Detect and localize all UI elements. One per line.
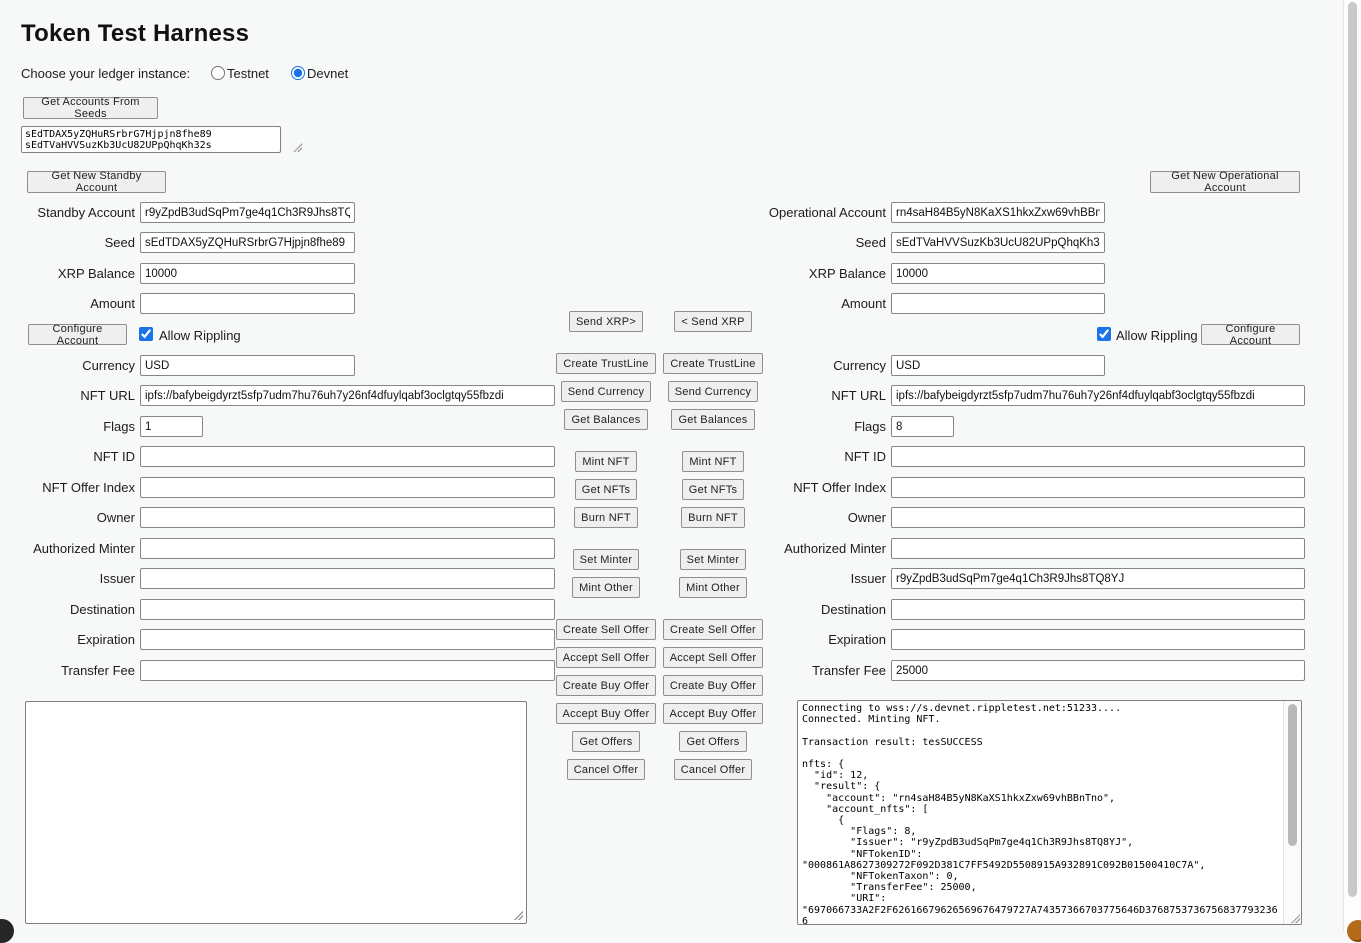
- operational-results-area: [797, 700, 1302, 925]
- operational-create-sell-offer-button[interactable]: Create Sell Offer: [663, 619, 763, 640]
- operational-destination-input[interactable]: [891, 599, 1305, 620]
- standby-nft-url-input[interactable]: [140, 385, 555, 406]
- standby-results-textarea[interactable]: [25, 701, 527, 924]
- standby-accept-sell-offer-button[interactable]: Accept Sell Offer: [556, 647, 657, 668]
- standby-seed-input[interactable]: [140, 232, 355, 253]
- operational-results-resize-handle[interactable]: [1290, 913, 1300, 923]
- standby-mint-other-button[interactable]: Mint Other: [572, 577, 640, 598]
- standby-transfer-fee-label: Transfer Fee: [61, 663, 135, 678]
- operational-get-balances-button[interactable]: Get Balances: [671, 409, 754, 430]
- standby-create-sell-offer-button[interactable]: Create Sell Offer: [556, 619, 656, 640]
- operational-seed-label: Seed: [855, 235, 886, 250]
- operational-destination-label: Destination: [820, 602, 886, 617]
- operational-send-xrp-button[interactable]: < Send XRP: [674, 311, 751, 332]
- operational-cancel-offer-button[interactable]: Cancel Offer: [674, 759, 753, 780]
- operational-seed-row: [751, 232, 1105, 253]
- standby-destination-input[interactable]: [140, 599, 555, 620]
- operational-results-textarea[interactable]: [797, 700, 1302, 925]
- operational-authorized-minter-label: Authorized Minter: [784, 541, 886, 556]
- standby-flags-row: [0, 416, 203, 437]
- standby-nft-url-row: [0, 385, 555, 406]
- operational-get-offers-button[interactable]: Get Offers: [679, 731, 746, 752]
- operational-nft-url-input[interactable]: [891, 385, 1305, 406]
- standby-cancel-offer-button[interactable]: Cancel Offer: [567, 759, 646, 780]
- bottom-left-corner-artifact: [0, 919, 14, 943]
- operational-expiration-label: Expiration: [828, 632, 886, 647]
- page-scrollbar-thumb[interactable]: [1348, 2, 1357, 897]
- operational-amount-label: Amount: [841, 296, 886, 311]
- operational-expiration-row: [751, 629, 1305, 650]
- standby-xrp-balance-label: XRP Balance: [57, 266, 135, 281]
- standby-create-trustline-button[interactable]: Create TrustLine: [556, 353, 655, 374]
- standby-xrp-balance-input[interactable]: [140, 263, 355, 284]
- operational-seed-input[interactable]: [891, 232, 1105, 253]
- standby-owner-input[interactable]: [140, 507, 555, 528]
- standby-issuer-row: [0, 568, 555, 589]
- standby-authorized-minter-input[interactable]: [140, 538, 555, 559]
- standby-nft-id-input[interactable]: [140, 446, 555, 467]
- operational-amount-row: [751, 293, 1105, 314]
- operational-nft-id-label: NFT ID: [844, 449, 886, 464]
- seeds-textarea-resize-handle[interactable]: [292, 142, 302, 152]
- operational-mint-other-button[interactable]: Mint Other: [679, 577, 747, 598]
- operational-owner-input[interactable]: [891, 507, 1305, 528]
- standby-expiration-label: Expiration: [77, 632, 135, 647]
- operational-transfer-fee-label: Transfer Fee: [812, 663, 886, 678]
- operational-allow-rippling-checkbox[interactable]: [1097, 327, 1111, 341]
- operational-flags-row: [751, 416, 954, 437]
- operational-flags-input[interactable]: [891, 416, 954, 437]
- standby-nft-offer-index-row: [0, 477, 555, 498]
- standby-expiration-input[interactable]: [140, 629, 555, 650]
- operational-currency-input[interactable]: [891, 355, 1105, 376]
- standby-owner-label: Owner: [96, 510, 135, 525]
- standby-flags-input[interactable]: [140, 416, 203, 437]
- standby-seed-row: [0, 232, 355, 253]
- get-new-standby-account-button[interactable]: Get New Standby Account: [27, 171, 166, 193]
- operational-xrp-balance-label: XRP Balance: [808, 266, 886, 281]
- standby-destination-label: Destination: [69, 602, 135, 617]
- standby-nft-id-row: [0, 446, 555, 467]
- standby-mint-nft-button[interactable]: Mint NFT: [575, 451, 636, 472]
- standby-send-xrp-button[interactable]: Send XRP>: [569, 311, 643, 332]
- operational-issuer-input[interactable]: [891, 568, 1305, 589]
- operational-nft-url-label: NFT URL: [831, 388, 886, 403]
- operational-destination-row: [751, 599, 1305, 620]
- operational-send-currency-button[interactable]: Send Currency: [668, 381, 759, 402]
- standby-xrp-balance-row: [0, 263, 355, 284]
- operational-xrp-balance-input[interactable]: [891, 263, 1105, 284]
- page-scrollbar-track[interactable]: [1343, 0, 1361, 932]
- bottom-right-corner-artifact: [1347, 920, 1361, 942]
- standby-owner-row: [0, 507, 555, 528]
- get-accounts-from-seeds-button[interactable]: Get Accounts From Seeds: [23, 97, 158, 119]
- ledger-instance-label: Choose your ledger instance:: [21, 66, 191, 81]
- standby-flags-label: Flags: [103, 419, 135, 434]
- operational-create-buy-offer-button[interactable]: Create Buy Offer: [663, 675, 763, 696]
- standby-amount-label: Amount: [90, 296, 135, 311]
- operational-authorized-minter-row: [751, 538, 1305, 559]
- standby-get-nfts-button[interactable]: Get NFTs: [575, 479, 637, 500]
- standby-nft-id-label: NFT ID: [93, 449, 135, 464]
- standby-accept-buy-offer-button[interactable]: Accept Buy Offer: [556, 703, 657, 724]
- standby-seed-label: Seed: [104, 235, 135, 250]
- standby-amount-input[interactable]: [140, 293, 355, 314]
- operational-nft-id-input[interactable]: [891, 446, 1305, 467]
- operational-accept-sell-offer-button[interactable]: Accept Sell Offer: [663, 647, 764, 668]
- operational-authorized-minter-input[interactable]: [891, 538, 1305, 559]
- testnet-radio-label[interactable]: Testnet: [227, 66, 269, 81]
- standby-nft-url-label: NFT URL: [80, 388, 135, 403]
- operational-configure-account-button[interactable]: Configure Account: [1201, 324, 1300, 345]
- standby-account-row: [0, 202, 355, 223]
- operational-burn-nft-button[interactable]: Burn NFT: [681, 507, 745, 528]
- operational-account-row: [751, 202, 1105, 223]
- operational-nft-offer-index-row: [751, 477, 1305, 498]
- devnet-radio[interactable]: [291, 66, 305, 80]
- standby-authorized-minter-label: Authorized Minter: [33, 541, 135, 556]
- standby-get-balances-button[interactable]: Get Balances: [564, 409, 647, 430]
- seeds-textarea[interactable]: [21, 126, 281, 153]
- standby-actions-column: [550, 311, 662, 787]
- standby-issuer-input[interactable]: [140, 568, 555, 589]
- operational-allow-rippling-label[interactable]: Allow Rippling: [1116, 328, 1198, 343]
- operational-owner-row: [751, 507, 1305, 528]
- operational-amount-input[interactable]: [891, 293, 1105, 314]
- standby-results-resize-handle[interactable]: [513, 910, 523, 920]
- operational-accept-buy-offer-button[interactable]: Accept Buy Offer: [663, 703, 764, 724]
- standby-currency-label: Currency: [82, 358, 135, 373]
- standby-account-input[interactable]: [140, 202, 355, 223]
- operational-nft-offer-index-input[interactable]: [891, 477, 1305, 498]
- operational-account-label: Operational Account: [768, 205, 886, 220]
- standby-nft-offer-index-label: NFT Offer Index: [42, 480, 135, 495]
- operational-issuer-label: Issuer: [850, 571, 886, 586]
- operational-transfer-fee-input[interactable]: [891, 660, 1305, 681]
- results-scrollbar-thumb[interactable]: [1288, 704, 1297, 846]
- standby-expiration-row: [0, 629, 555, 650]
- standby-configure-account-button[interactable]: Configure Account: [28, 324, 127, 345]
- operational-issuer-row: [751, 568, 1305, 589]
- operational-account-input[interactable]: [891, 202, 1105, 223]
- standby-currency-input[interactable]: [140, 355, 355, 376]
- standby-transfer-fee-input[interactable]: [140, 660, 555, 681]
- operational-xrp-balance-row: [751, 263, 1105, 284]
- operational-currency-label: Currency: [833, 358, 886, 373]
- operational-set-minter-button[interactable]: Set Minter: [680, 549, 747, 570]
- operational-actions-column: [657, 311, 769, 787]
- operational-transfer-fee-row: [751, 660, 1305, 681]
- standby-allow-rippling-checkbox[interactable]: [139, 327, 153, 341]
- get-new-operational-account-button[interactable]: Get New Operational Account: [1150, 171, 1300, 193]
- results-scrollbar-track[interactable]: [1283, 701, 1301, 924]
- standby-get-offers-button[interactable]: Get Offers: [572, 731, 639, 752]
- operational-nft-id-row: [751, 446, 1305, 467]
- standby-create-buy-offer-button[interactable]: Create Buy Offer: [556, 675, 656, 696]
- operational-nft-offer-index-label: NFT Offer Index: [793, 480, 886, 495]
- standby-set-minter-button[interactable]: Set Minter: [573, 549, 640, 570]
- standby-send-currency-button[interactable]: Send Currency: [561, 381, 652, 402]
- standby-authorized-minter-row: [0, 538, 555, 559]
- standby-allow-rippling-label[interactable]: Allow Rippling: [159, 328, 241, 343]
- operational-mint-nft-button[interactable]: Mint NFT: [682, 451, 743, 472]
- standby-transfer-fee-row: [0, 660, 555, 681]
- operational-expiration-input[interactable]: [891, 629, 1305, 650]
- operational-owner-label: Owner: [847, 510, 886, 525]
- standby-nft-offer-index-input[interactable]: [140, 477, 555, 498]
- standby-issuer-label: Issuer: [99, 571, 135, 586]
- operational-nft-url-row: [751, 385, 1305, 406]
- operational-currency-row: [751, 355, 1105, 376]
- standby-destination-row: [0, 599, 555, 620]
- standby-amount-row: [0, 293, 355, 314]
- standby-burn-nft-button[interactable]: Burn NFT: [574, 507, 638, 528]
- standby-account-label: Standby Account: [37, 205, 135, 220]
- devnet-radio-label[interactable]: Devnet: [307, 66, 349, 81]
- testnet-radio[interactable]: [211, 66, 225, 80]
- operational-flags-label: Flags: [854, 419, 886, 434]
- page-title: Token Test Harness: [21, 20, 250, 47]
- operational-create-trustline-button[interactable]: Create TrustLine: [663, 353, 762, 374]
- standby-currency-row: [0, 355, 355, 376]
- operational-get-nfts-button[interactable]: Get NFTs: [682, 479, 744, 500]
